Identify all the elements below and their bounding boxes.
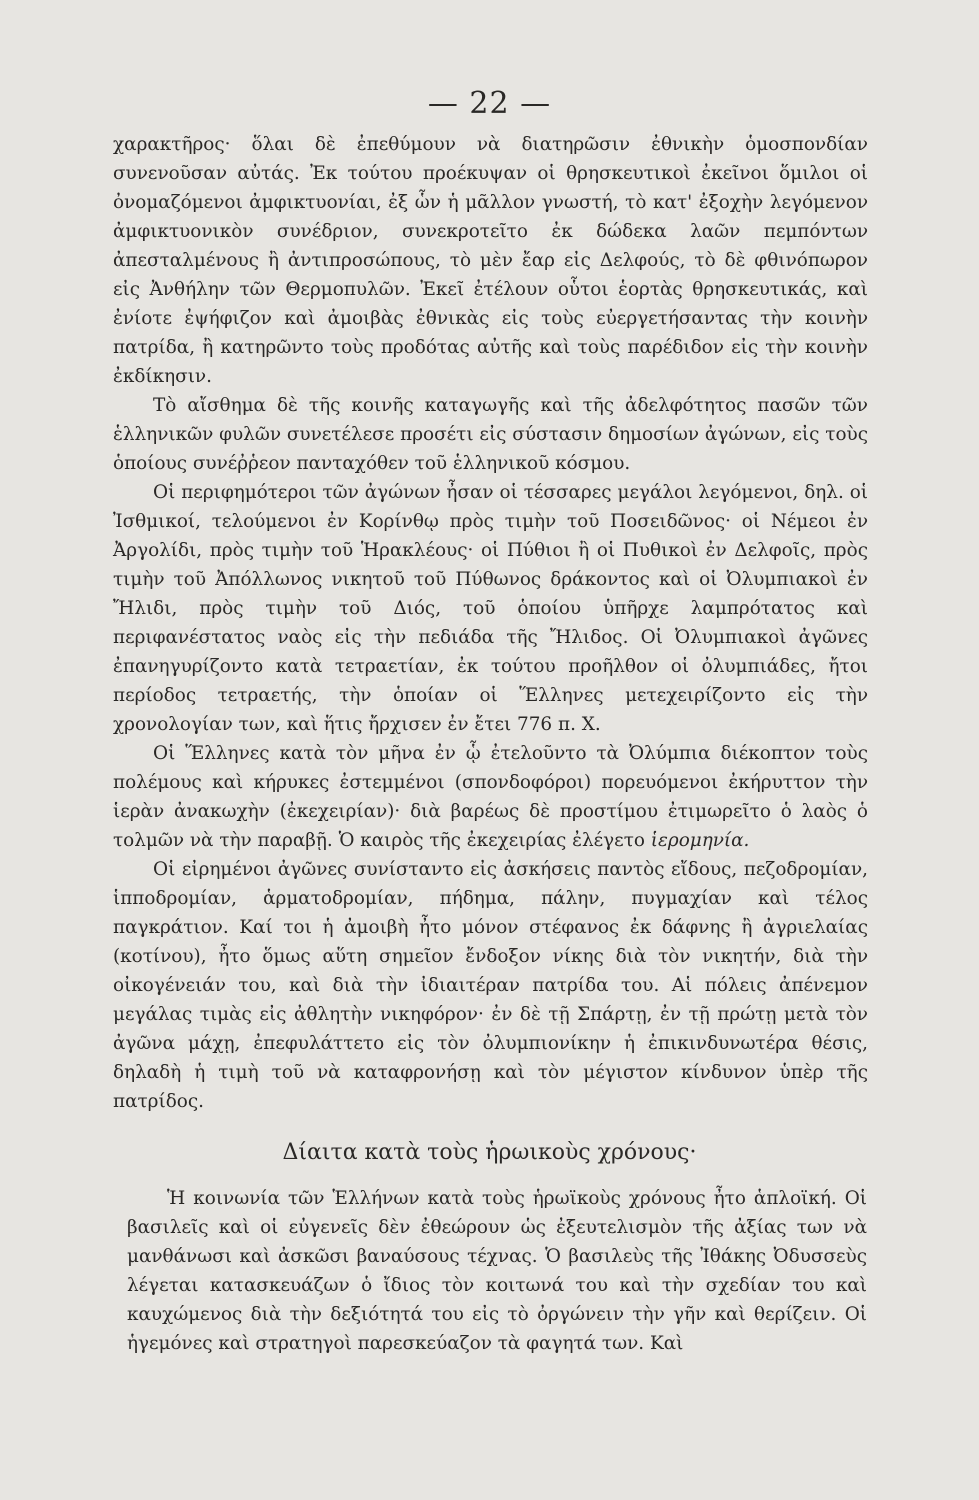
paragraph-heroic-society: Ἡ κοινωνία τῶν Ἑλλήνων κατὰ τοὺς ἡρωϊκοὺς χρόνους ἦτο ἁπλοϊκή. Οἱ βασιλεῖς καὶ οἱ εὐγενεῖς δὲν ἐθεώρουν ὡς ἐξευτελισμὸν τῆς ἀξίας των νὰ μανθάνωσι καὶ ἀσκῶσι βαναύσους τέχνας. Ὁ βασιλεὺς τῆς Ἰθάκης Ὀδυσσεὺς λέγεται κατασκευάζων ὁ ἴδιος τὸν κοιτωνά του καὶ τὴν σχεδίαν του καὶ καυχώμενος διὰ τὴν δεξιότητά του εἰς τὸ ὀργώνειν τὴν γῆν καὶ θερίζειν. Οἱ ἡγεμόνες καὶ στρατηγοὶ παρεσκεύαζον τὰ φαγητά των. Καὶ bbox=[127, 1188, 867, 1354]
paragraph-feeling-of-common-origin: Τὸ αἴσθημα δὲ τῆς κοινῆς καταγωγῆς καὶ τῆς ἀδελφότητος πασῶν τῶν ἑλληνικῶν φυλῶν συνετέλεσε προσέτι εἰς σύστασιν δημοσίων ἀγώνων, εἰς τοὺς ὁποίους συνέῤῥεον πανταχόθεν τοῦ ἑλληνικοῦ κόσμου. bbox=[113, 395, 868, 474]
second-text-block bbox=[127, 1184, 867, 1358]
main-text-block bbox=[113, 130, 868, 1116]
section-heading: Δίαιτα κατὰ τοὺς ἡρωικοὺς χρόνους· bbox=[282, 1140, 697, 1165]
paragraph-famous-games: Οἱ περιφημότεροι τῶν ἀγώνων ἦσαν οἱ τέσσαρες μεγάλοι λεγόμενοι, δηλ. οἱ Ἰσθμικοί, τελούμενοι ἐν Κορίνθῳ πρὸς τιμὴν τοῦ Ποσειδῶνος· οἱ Νέμεοι ἐν Ἀργολίδι, πρὸς τιμὴν τοῦ Ἡρακλέους· οἱ Πύθιοι ἢ οἱ Πυθικοὶ ἐν Δελφοῖς, πρὸς τιμὴν τοῦ Ἀπόλλωνος νικητοῦ τοῦ Πύθωνος δράκοντος καὶ οἱ Ὀλυμπιακοὶ ἐν Ἤλιδι, πρὸς τιμὴν τοῦ Διός, τοῦ ὁποίου ὑπῆρχε λαμπρότατος καὶ περιφανέστατος ναὸς εἰς τὴν πεδιάδα τῆς Ἤλιδος. Οἱ Ὀλυμπιακοὶ ἀγῶνες ἐπανηγυρίζοντο κατὰ τετραετίαν, ἐκ τούτου προῆλθον οἱ ὀλυμπιάδες, ἤτοι περίοδος τετραετής, τὴν ὁποίαν οἱ Ἕλληνες μετεχειρίζοντο εἰς τὴν χρονολογίαν των, καὶ ἥτις ἤρχισεν ἐν ἔτει 776 π. Χ. bbox=[113, 482, 868, 735]
paragraph-sacred-truce bbox=[113, 739, 868, 855]
page-number: — 22 — bbox=[427, 86, 552, 121]
hieromenia-term: ἱερομηνία. bbox=[650, 830, 750, 851]
paragraph-contests: Οἱ εἰρημένοι ἀγῶνες συνίσταντο εἰς ἀσκήσεις παντὸς εἴδους, πεζοδρομίαν, ἱπποδρομίαν, ἁρματοδρομίαν, πήδημα, πάλην, πυγμαχίαν καὶ τέλος παγκράτιον. Καί τοι ἡ ἀμοιβὴ ἦτο μόνον στέφανος ἐκ δάφνης ἢ ἀγριελαίας (κοτίνου), ἦτο ὅμως αὕτη σημεῖον ἔνδοξον νίκης διὰ τὸν νικητήν, διὰ τὴν οἰκογένειάν του, καὶ διὰ τὴν ἰδιαιτέραν πατρίδα του. Αἱ πόλεις ἀπένεμον μεγάλας τιμὰς εἰς ἀθλητὴν νικηφόρον· ἐν δὲ τῇ Σπάρτῃ, ἐν τῇ πρώτῃ μετὰ τὸν ἀγῶνα μάχῃ, ἐπεφυλάττετο εἰς τὸν ὀλυμπιονίκην ἡ ἐπικινδυνωτέρα θέσις, δηλαδὴ ἡ τιμὴ τοῦ νὰ καταφρονήσῃ καὶ τὸν μέγιστον κίνδυνον ὑπὲρ τῆς πατρίδος. bbox=[113, 859, 868, 1112]
sacred-truce-text: Οἱ Ἕλληνες κατὰ τὸν μῆνα ἐν ᾧ ἐτελοῦντο τὰ Ὀλύμπια διέκοπτον τοὺς πολέμους καὶ κήρυκες ἐστεμμένοι (σπονδοφόροι) πορευόμενοι ἐκήρυττον τὴν ἱερὰν ἀνακωχὴν (ἐκεχειρίαν)· διὰ βαρέως δὲ προστίμου ἐτιμωρεῖτο ὁ λαὸς ὁ τολμῶν νὰ τὴν παραβῇ. Ὁ καιρὸς τῆς ἐκεχειρίας ἐλέγετο bbox=[113, 743, 868, 851]
paragraph-continued: χαρακτῆρος· ὅλαι δὲ ἐπεθύμουν νὰ διατηρῶσιν ἐθνικὴν ὁμοσπονδίαν συνενοῦσαν αὐτάς. Ἐκ τούτου προέκυψαν οἱ θρησκευτικοὶ ἐκεῖνοι ὅμιλοι οἱ ὀνομαζόμενοι ἀμφικτυονίαι, ἐξ ὧν ἡ μᾶλλον γνωστή, τὸ κατ' ἐξοχὴν λεγόμενον ἀμφικτυονικὸν συνέδριον, συνεκροτεῖτο ἐκ δώδεκα λαῶν πεμπόντων ἀπεσταλμένους ἢ ἀντιπροσώπους, τὸ μὲν ἔαρ εἰς Δελφούς, τὸ δὲ φθινόπωρον εἰς Ἀνθήλην τῶν Θερμοπυλῶν. Ἐκεῖ ἐτέλουν οὗτοι ἑορτὰς θρησκευτικάς, καὶ ἐνίοτε ἐψήφιζον καὶ ἀμοιβὰς ἐθνικὰς εἰς τοὺς εὐεργετήσαντας τὴν κοινὴν πατρίδα, ἢ κατηρῶντο τοὺς προδότας αὐτῆς καὶ τοὺς παρέδιδον εἰς τὴν κοινὴν ἐκδίκησιν. bbox=[113, 134, 868, 387]
